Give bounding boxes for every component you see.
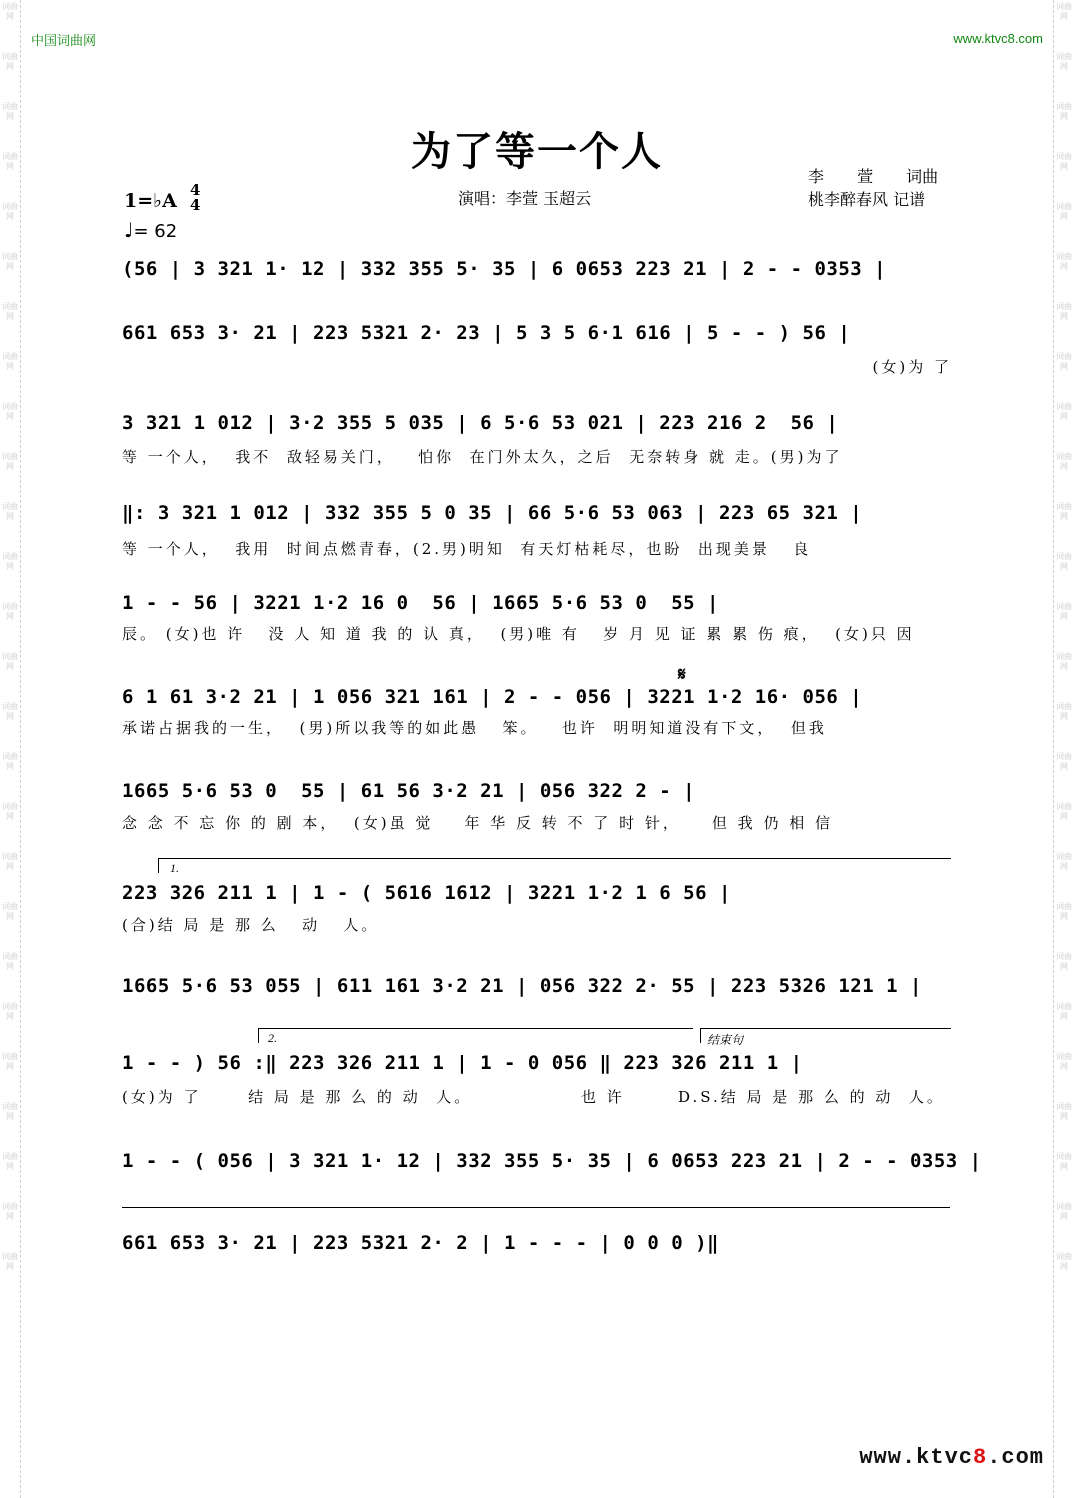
volta-bracket-2: [258, 1028, 693, 1043]
logo-digit: 8: [972, 1445, 988, 1470]
watermark-text: 词曲网: [1056, 702, 1072, 721]
lyric-line-7: (合)结 局 是 那 么 动 人。: [122, 916, 380, 934]
volta-label-1: 1.: [170, 861, 179, 875]
score-line-10: 1 - - ) 56 :‖ 223 326 211 1 | 1 - 0 056 ‖ 223 326 211 1 |: [122, 1052, 803, 1074]
watermark-text: 词曲网: [1056, 602, 1072, 621]
watermark-text: 词曲网: [1056, 1152, 1072, 1171]
watermark-text: 词曲网: [2, 1052, 18, 1071]
lyricist-composer-credit: 李 萱 词曲: [808, 167, 939, 186]
watermark-text: 词曲网: [2, 302, 18, 321]
volta-label-2: 2.: [268, 1031, 277, 1045]
watermark-text: 词曲网: [1056, 52, 1072, 71]
watermark-text: 词曲网: [2, 552, 18, 571]
lyric-line-8b: D.S.结 局 是 那 么 的 动 人。: [678, 1088, 945, 1106]
score-line-5: 1 - - 56 | 3221 1·2 16 0 56 | 1665 5·6 53 0 55 |: [122, 592, 719, 614]
song-title: 为了等一个人: [411, 128, 663, 175]
score-line-4: ‖: 3 321 1 012 | 332 355 5 0 35 | 66 5·6 53 063 | 223 65 321 |: [122, 502, 863, 524]
lyric-line-4: 辰。 (女)也 许 没 人 知 道 我 的 认 真， (男)唯 有 岁 月 见 证 累 累 伤 痕， (女)只 因: [122, 625, 915, 643]
watermark-text: 词曲网: [2, 152, 18, 171]
watermark-text: 词曲网: [1056, 1252, 1072, 1271]
score-line-9: 1665 5·6 53 055 | 611 161 3·2 21 | 056 322 2· 55 | 223 5326 121 1 |: [122, 975, 922, 997]
score-line-2: 661 653 3· 21 | 223 5321 2· 23 | 5 3 5 6·1 616 | 5 - - ) 56 |: [122, 322, 851, 344]
watermark-text: 词曲网: [2, 652, 18, 671]
watermark-text: 词曲网: [2, 702, 18, 721]
score-line-7: 1665 5·6 53 0 55 | 61 56 3·2 21 | 056 322 2 - |: [122, 780, 696, 802]
lyric-line-2: 等 一个人， 我不 敌轻易关门， 怕你 在门外太久，之后 无奈转身 就 走。(男)为了: [122, 448, 843, 466]
watermark-text: 词曲网: [1056, 802, 1072, 821]
watermark-text: 词曲网: [2, 1002, 18, 1021]
watermark-text: 词曲网: [1056, 302, 1072, 321]
tempo-marking: [124, 218, 177, 242]
lyric-line-1: (女)为 了: [872, 358, 952, 376]
score-line-8: 223 326 211 1 | 1 - ( 5616 1612 | 3221 1·2 1 6 56 |: [122, 882, 731, 904]
volta-bracket-1: [158, 858, 951, 873]
score-line-6: 6 1 61 3·2 21 | 1 056 321 161 | 2 - - 056 | 3221 1·2 16· 056 |: [122, 686, 863, 708]
watermark-text: 词曲网: [1056, 1102, 1072, 1121]
watermark-text: 词曲网: [2, 752, 18, 771]
segno-sign: 𝄋: [678, 664, 686, 685]
key-signature: 1=♭A: [124, 190, 177, 212]
watermark-text: 词曲网: [2, 52, 18, 71]
watermark-text: 词曲网: [2, 852, 18, 871]
watermark-text: 词曲网: [1056, 902, 1072, 921]
watermark-text: 词曲网: [1056, 402, 1072, 421]
watermark-text: 词曲网: [1056, 252, 1072, 271]
watermark-text: 词曲网: [2, 252, 18, 271]
logo-suffix: .com: [987, 1445, 1044, 1470]
watermark-text: 词曲网: [2, 402, 18, 421]
score-line-1: (56 | 3 321 1· 12 | 332 355 5· 35 | 6 0653 223 21 | 2 - - 0353 |: [122, 258, 887, 280]
watermark-text: 词曲网: [2, 202, 18, 221]
time-signature: [190, 183, 200, 213]
watermark-text: 词曲网: [1056, 202, 1072, 221]
watermark-text: 词曲网: [1056, 152, 1072, 171]
tempo-value: = 62: [133, 221, 178, 242]
time-signature-top: 4: [190, 181, 201, 199]
score-line-12: 661 653 3· 21 | 223 5321 2· 2 | 1 - - - | 0 0 0 )‖: [122, 1232, 719, 1254]
watermark-text: 词曲网: [1056, 852, 1072, 871]
watermark-strip-right: [1053, 0, 1074, 1498]
watermark-text: 词曲网: [2, 902, 18, 921]
ending-label: 结束句: [707, 1033, 744, 1047]
singer-credit: 演唱：李萱 玉超云: [458, 189, 592, 208]
lyric-line-8: (女)为 了 结 局 是 那 么 的 动 人。 也 许: [122, 1088, 625, 1106]
watermark-text: 词曲网: [2, 1252, 18, 1271]
watermark-text: 词曲网: [1056, 2, 1072, 21]
watermark-strip-left: [0, 0, 21, 1498]
site-logo[interactable]: [859, 1445, 1044, 1470]
watermark-text: 词曲网: [1056, 752, 1072, 771]
watermark-text: 词曲网: [2, 1202, 18, 1221]
watermark-text: 词曲网: [2, 502, 18, 521]
time-signature-bottom: 4: [190, 196, 201, 214]
watermark-text: 词曲网: [2, 452, 18, 471]
score-line-3: 3 321 1 012 | 3·2 355 5 035 | 6 5·6 53 021 | 223 216 2 56 |: [122, 412, 839, 434]
watermark-text: 词曲网: [2, 952, 18, 971]
score-line-11: 1 - - ( 056 | 3 321 1· 12 | 332 355 5· 35 | 6 0653 223 21 | 2 - - 0353 |: [122, 1150, 982, 1172]
watermark-text: 词曲网: [1056, 652, 1072, 671]
watermark-text: 词曲网: [2, 2, 18, 21]
watermark-text: 词曲网: [1056, 1002, 1072, 1021]
watermark-text: 词曲网: [2, 802, 18, 821]
watermark-text: 词曲网: [2, 1152, 18, 1171]
watermark-text: 词曲网: [1056, 352, 1072, 371]
watermark-text: 词曲网: [1056, 1202, 1072, 1221]
logo-text: www.ktvc: [859, 1445, 973, 1470]
site-name-left[interactable]: 中国词曲网: [31, 34, 97, 49]
watermark-text: 词曲网: [1056, 1052, 1072, 1071]
watermark-text: 词曲网: [2, 102, 18, 121]
lyric-line-3: 等 一个人， 我用 时间点燃青春，(2.男)明知 有天灯枯耗尽，也盼 出现美景 良: [122, 540, 812, 558]
watermark-text: 词曲网: [1056, 552, 1072, 571]
watermark-text: 词曲网: [2, 602, 18, 621]
watermark-text: 词曲网: [1056, 952, 1072, 971]
site-url-right[interactable]: www.ktvc8.com: [953, 31, 1043, 46]
quarter-note-icon: ♩: [124, 218, 134, 242]
watermark-text: 词曲网: [2, 352, 18, 371]
watermark-text: 词曲网: [1056, 502, 1072, 521]
watermark-text: 词曲网: [1056, 102, 1072, 121]
bracket-line: [122, 1207, 950, 1208]
lyric-line-5: 承诺占据我的一生， (男)所以我等的如此愚 笨。 也许 明明知道没有下文， 但我: [122, 719, 827, 737]
watermark-text: 词曲网: [2, 1102, 18, 1121]
watermark-text: 词曲网: [1056, 452, 1072, 471]
lyric-line-6: 念 念 不 忘 你 的 剧 本， (女)虽 觉 年 华 反 转 不 了 时 针， 但 我 仍 相 信: [122, 814, 833, 832]
transcriber-credit: 桃李醉春风 记谱: [808, 190, 926, 209]
